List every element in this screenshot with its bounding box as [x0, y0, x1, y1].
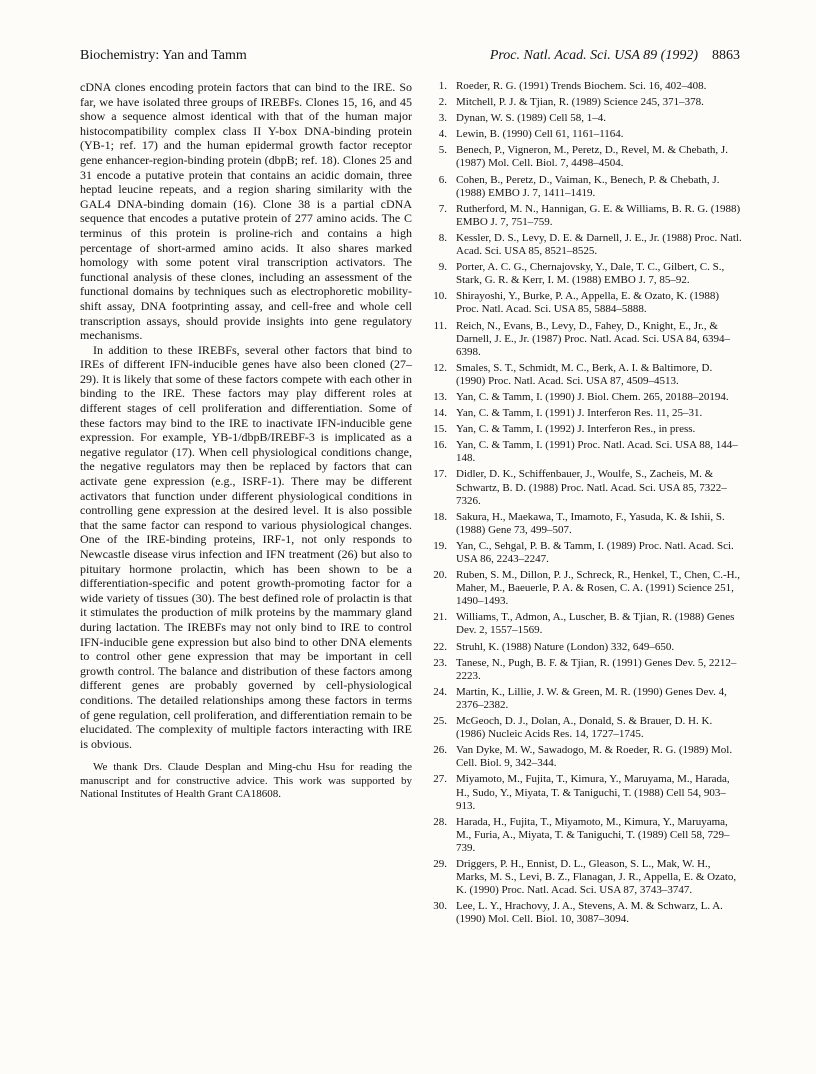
- reference-number: 25.: [433, 715, 447, 728]
- reference-text: Mitchell, P. J. & Tjian, R. (1989) Science 245, 371–378.: [456, 96, 704, 109]
- reference-item: [432, 657, 744, 683]
- reference-text: Smales, S. T., Schmidt, M. C., Berk, A. I. & Baltimore, D. (1990) Proc. Natl. Acad. Sci. USA 87, 4509–4513.: [456, 361, 713, 387]
- journal-name: Proc. Natl. Acad. Sci. USA 89 (1992): [489, 48, 698, 63]
- page-header: [80, 48, 740, 68]
- reference-number: 23.: [433, 656, 447, 669]
- reference-text: Yan, C. & Tamm, I. (1990) J. Biol. Chem. 265, 20188–20194.: [456, 390, 729, 403]
- reference-number: 18.: [433, 510, 447, 523]
- reference-number: 17.: [433, 468, 447, 481]
- body-paragraph: In addition to these IREBFs, several other factors that bind to IREs of different IFN-inducible genes have also been cloned (27–29). It is likely that some of these factors compete with each other in binding to the IRE. These factors may play different roles at different stages of cell proliferation and differentiation. Some of these factors may bind to the IRE to inactivate IFN-inducible gene expression. For example, YB-1/dbpB/IREBF-3 is implicated as a negative regulator (17). When cell physiological conditions change, the negative regulators may then be replaced by factors that can activate gene expression (e.g., ISRF-1). There may be different activators that function under different physiological conditions in controlling gene expression at the desired level. It is also possible that the same factor can respond to various physiological changes. One of the IRE-binding proteins, IRF-1, not only responds to Newcastle disease virus infection and IFN treatment (26) but also to pituitary hormone prolactin, which has been shown to be a differentiation-specific and potent growth-promoting factor for a wide variety of tissues (30). The best defined role of prolactin is that it stimulates the production of milk proteins by the mammary gland during lactation. The IREBFs may not only bind to IRE to control IFN-inducible gene expression but also bind to other DNA elements to control other gene expression that may be important in cell growth control. The balance and distribution of these factors among different genes are probably governed by cell-physiological conditions. The detailed relationships among these factors in terms of gene regulation, cell proliferation, and differentiation remain to be elucidated. The complexity of multiple factors interacting with IRE is obvious.: [80, 342, 412, 751]
- reference-item: [432, 144, 744, 170]
- reference-item: [432, 80, 744, 93]
- reference-number: 7.: [438, 202, 447, 215]
- reference-text: Ruben, S. M., Dillon, P. J., Schreck, R., Henkel, T., Chen, C.-H., Maher, M., Baeuerle, P. A. & Rosen, C. A. (1991) Science 251, 1490–1493.: [456, 569, 741, 608]
- reference-item: [432, 900, 744, 926]
- reference-number: 6.: [438, 173, 447, 186]
- running-head: Biochemistry: Yan and Tamm: [80, 48, 247, 63]
- reference-item: [432, 641, 744, 654]
- reference-text: Driggers, P. H., Ennist, D. L., Gleason, S. L., Mak, W. H., Marks, M. S., Levi, B. Z., Flanagan, J. R., Appella, E. & Ozato, K. (1990) Proc. Natl. Acad. Sci. USA 87, 3743–3747.: [456, 857, 737, 897]
- reference-text: Benech, P., Vigneron, M., Peretz, D., Revel, M. & Chebath, J. (1987) Mol. Cell. Biol. 7, 4498–4504.: [456, 144, 728, 170]
- reference-text: McGeoch, D. J., Dolan, A., Donald, S. & Brauer, D. H. K. (1986) Nucleic Acids Res. 14, 1727–1745.: [456, 715, 713, 741]
- reference-text: Harada, H., Fujita, T., Miyamoto, M., Kimura, Y., Maruyama, M., Furia, A., Miyata, T. & Taniguchi, T. (1989) Cell 58, 729–739.: [456, 815, 730, 854]
- reference-text: Shirayoshi, Y., Burke, P. A., Appella, E. & Ozato, K. (1988) Proc. Natl. Acad. Sci. USA 85, 5884–5888.: [456, 290, 720, 316]
- reference-item: [432, 128, 744, 141]
- reference-number: 2.: [438, 96, 447, 109]
- reference-item: [432, 232, 744, 258]
- reference-item: [432, 261, 744, 287]
- reference-item: [432, 174, 744, 200]
- reference-item: [432, 320, 744, 359]
- reference-number: 13.: [433, 390, 447, 403]
- reference-number: 16.: [433, 439, 447, 452]
- reference-item: [432, 203, 744, 229]
- reference-item: [432, 773, 744, 812]
- reference-text: Rutherford, M. N., Hannigan, G. E. & Williams, B. R. G. (1988) EMBO J. 7, 751–759.: [456, 202, 741, 228]
- acknowledgment: We thank Drs. Claude Desplan and Ming-chu Hsu for reading the manuscript and for constructive advice. This work was supported by National Institutes of Health Grant CA18608.: [80, 761, 412, 800]
- reference-text: Yan, C. & Tamm, I. (1991) J. Interferon Res. 11, 25–31.: [456, 407, 703, 420]
- reference-text: Porter, A. C. G., Chernajovsky, Y., Dale, T. C., Gilbert, C. S., Stark, G. R. & Kerr, I. M. (1988) EMBO J. 7, 85–92.: [456, 261, 725, 287]
- reference-text: Cohen, B., Peretz, D., Vaiman, K., Benech, P. & Chebath, J. (1988) EMBO J. 7, 1411–1419.: [456, 173, 720, 199]
- reference-item: [432, 468, 744, 507]
- reference-number: 30.: [433, 900, 447, 913]
- reference-text: Yan, C. & Tamm, I. (1991) Proc. Natl. Acad. Sci. USA 88, 144–148.: [456, 439, 738, 465]
- reference-text: Lewin, B. (1990) Cell 61, 1161–1164.: [456, 128, 624, 141]
- reference-text: Van Dyke, M. W., Sawadogo, M. & Roeder, R. G. (1989) Mol. Cell. Biol. 9, 342–344.: [456, 744, 733, 770]
- reference-number: 8.: [438, 231, 447, 244]
- reference-number: 14.: [433, 407, 447, 420]
- reference-text: Reich, N., Evans, B., Levy, D., Fahey, D., Knight, E., Jr., & Darnell, J. E., Jr. (1987) Proc. Natl. Acad. Sci. USA 84, 6394–6398.: [456, 319, 731, 358]
- reference-number: 10.: [433, 290, 447, 303]
- reference-item: [432, 423, 744, 436]
- reference-number: 28.: [433, 815, 447, 828]
- reference-text: Kessler, D. S., Levy, D. E. & Darnell, J. E., Jr. (1988) Proc. Natl. Acad. Sci. USA 85, 8521–8525.: [456, 231, 742, 258]
- reference-item: [432, 569, 744, 608]
- reference-item: [432, 362, 744, 388]
- reference-text: Tanese, N., Pugh, B. F. & Tjian, R. (1991) Genes Dev. 5, 2212–2223.: [456, 656, 737, 682]
- reference-item: [432, 715, 744, 741]
- reference-text: Didler, D. K., Schiffenbauer, J., Woulfe, S., Zacheis, M. & Schwartz, B. D. (1988) Proc. Natl. Acad. Sci. USA 85, 7322–7326.: [456, 468, 727, 507]
- reference-text: Williams, T., Admon, A., Luscher, B. & Tjian, R. (1988) Genes Dev. 2, 1557–1569.: [456, 611, 735, 637]
- reference-item: [432, 407, 744, 420]
- reference-item: [432, 816, 744, 855]
- reference-number: 1.: [438, 80, 447, 92]
- reference-number: 15.: [433, 423, 447, 436]
- reference-number: 22.: [433, 640, 447, 653]
- page-number: 8863: [712, 48, 740, 63]
- reference-item: [432, 290, 744, 316]
- reference-item: [432, 439, 744, 465]
- reference-number: 3.: [438, 112, 447, 125]
- references-list: [432, 80, 744, 929]
- reference-item: [432, 686, 744, 712]
- reference-number: 26.: [433, 744, 447, 757]
- reference-number: 12.: [433, 361, 447, 374]
- reference-text: Sakura, H., Maekawa, T., Imamoto, F., Yasuda, K. & Ishii, S. (1988) Gene 73, 499–507.: [456, 510, 725, 536]
- reference-number: 4.: [438, 128, 447, 141]
- reference-item: [432, 511, 744, 537]
- reference-number: 9.: [438, 261, 447, 274]
- reference-text: Lee, L. Y., Hrachovy, J. A., Stevens, A. M. & Schwarz, L. A. (1990) Mol. Cell. Biol. 10, 3087–3094.: [456, 900, 723, 926]
- reference-text: Yan, C., Sehgal, P. B. & Tamm, I. (1989) Proc. Natl. Acad. Sci. USA 86, 2243–2247.: [456, 539, 734, 565]
- reference-number: 5.: [438, 144, 447, 157]
- reference-number: 24.: [433, 685, 447, 698]
- reference-number: 27.: [433, 773, 447, 786]
- reference-number: 29.: [433, 857, 447, 870]
- reference-text: Struhl, K. (1988) Nature (London) 332, 649–650.: [456, 640, 675, 653]
- reference-item: [432, 744, 744, 770]
- journal-citation: [490, 48, 740, 64]
- reference-text: Miyamoto, M., Fujita, T., Kimura, Y., Maruyama, M., Harada, H., Sudo, Y., Miyata, T. & Taniguchi, T. (1988) Cell 54, 903–913.: [456, 773, 730, 812]
- reference-item: [432, 96, 744, 109]
- reference-item: [432, 858, 744, 897]
- reference-item: [432, 391, 744, 404]
- reference-number: 20.: [433, 569, 447, 582]
- reference-item: [432, 540, 744, 566]
- reference-text: Roeder, R. G. (1991) Trends Biochem. Sci. 16, 402–408.: [456, 80, 707, 92]
- body-column: [80, 80, 412, 801]
- reference-number: 19.: [433, 539, 447, 552]
- reference-text: Yan, C. & Tamm, I. (1992) J. Interferon Res., in press.: [456, 423, 696, 436]
- reference-item: [432, 112, 744, 125]
- reference-item: [432, 611, 744, 637]
- reference-text: Martin, K., Lillie, J. W. & Green, M. R. (1990) Genes Dev. 4, 2376–2382.: [456, 685, 727, 711]
- body-paragraph: cDNA clones encoding protein factors that can bind to the IRE. So far, we have isolated three groups of IREBFs. Clones 15, 16, and 45 show a sequence almost identical with that of the human major histocompatibility complex class II Y-box DNA-binding protein (YB-1; ref. 17) and the human epidermal growth factor receptor gene enhancer-region-binding protein (dbpB; ref. 18). Clones 25 and 31 encode a putative protein that contains an acidic domain, three heptad leucine repeats, and a region sharing similarity with the GAL4 DNA-binding domain (16). Clone 38 is a partial cDNA sequence that encodes a putative protein of 277 amino acids. The C terminus of this protein is proline-rich and contains a high percentage of short-armed amino acids. It also shares marked homology with some potent viral transcription activators. The functional analysis of these clones, including an assessment of the functional domains by techniques such as electrophoretic mobility-shift assay, DNA footprinting assay, and cell-free and whole cell transcription assays, should provide insights into gene regulatory mechanisms.: [80, 80, 412, 343]
- reference-number: 11.: [433, 319, 447, 332]
- reference-number: 21.: [433, 611, 447, 624]
- reference-text: Dynan, W. S. (1989) Cell 58, 1–4.: [456, 112, 607, 125]
